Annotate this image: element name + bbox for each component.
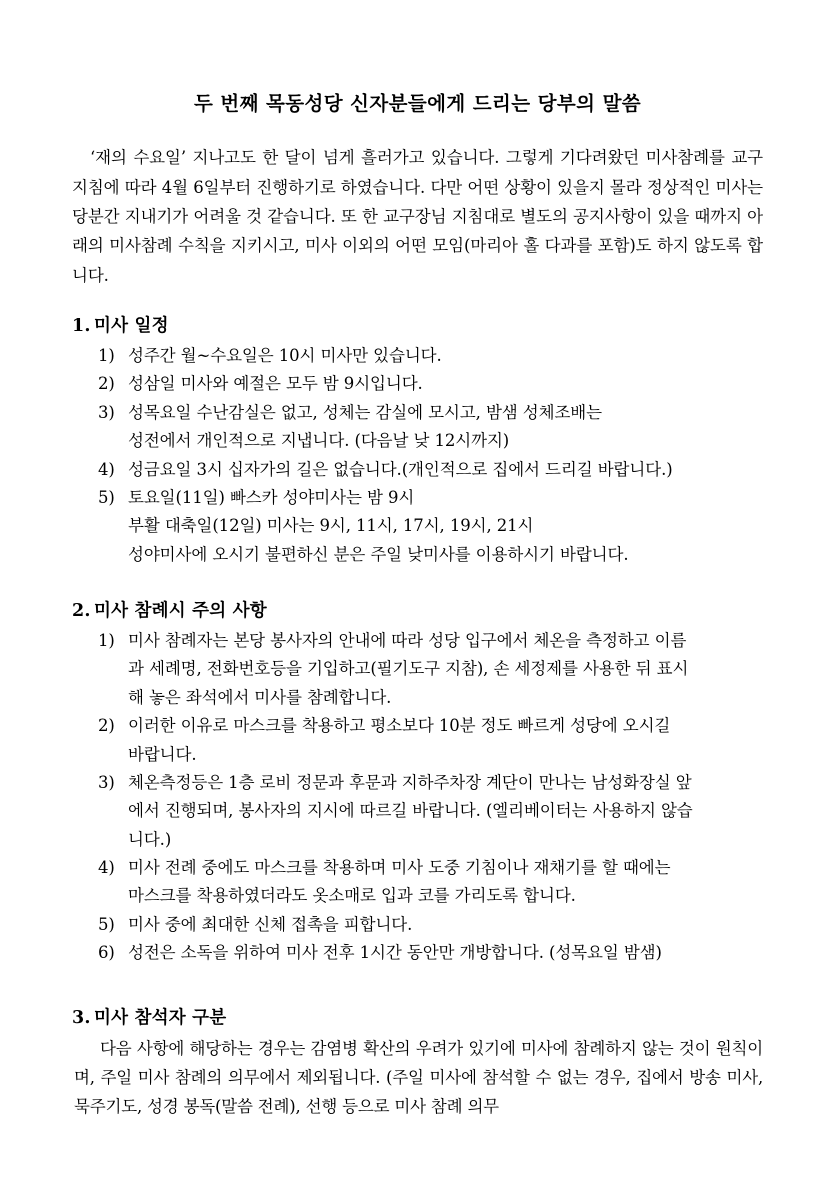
section-title: 미사 참례시 주의 사항 (94, 601, 267, 622)
item-line: 이러한 이유로 마스크를 착용하고 평소보다 10분 정도 빠르게 성당에 오시길 (128, 716, 671, 736)
item-marker: 3) (98, 402, 115, 422)
item-line: 성목요일 수난감실은 없고, 성체는 감실에 모시고, 밤샘 성체조배는 (128, 402, 602, 422)
item-line: 미사 중에 최대한 신체 접촉을 피합니다. (128, 914, 413, 934)
item-marker: 1) (98, 631, 115, 651)
section-body-paragraph: 다음 사항에 해당하는 경우는 감염병 확산의 우려가 있기에 미사에 참례하지 않는 것이 원칙이며, 주일 미사 참례의 의무에서 제외됩니다. (주일 미사에 참석할 수 없는 경우, 집에서 방송 미사, 묵주기도, 성경 봉독(말씀 전례), 선행 등으로 미사 참례 의무 (74, 1038, 763, 1117)
item-marker: 2) (98, 374, 115, 394)
item-line: 성전에서 개인적으로 지냅니다. (다음날 낮 12시까지) (128, 431, 510, 451)
section-item-list (72, 627, 763, 968)
item-line: 에서 진행되며, 봉사자의 지시에 따르길 바랍니다. (엘리베이터는 사용하지 않습 (128, 801, 693, 821)
intro-paragraph: ‘재의 수요일’ 지나고도 한 달이 넘게 흘러가고 있습니다. 그렇게 기다려왔던 미사참례를 교구지침에 따라 4월 6일부터 진행하기로 하였습니다. 다만 어떤 상황이 있을지 몰라 정상적인 미사는 당분간 지내기가 어려울 것 같습니다. 또 한 교구장님 지침대로 별도의 공지사항이 있을 때까지 아래의 미사참례 수칙을 지키시고, 미사 이외의 어떤 모임(마리아 홀 다과를 포함)도 하지 않도록 합니다. (72, 148, 763, 285)
item-marker: 4) (98, 858, 115, 878)
item-line: 마스크를 착용하였더라도 옷소매로 입과 코를 가리도록 합니다. (128, 886, 576, 906)
list-item (72, 370, 763, 398)
item-line: 바랍니다. (128, 744, 197, 764)
section-title: 미사 참석자 구분 (94, 1007, 227, 1028)
list-item (72, 342, 763, 370)
section-heading (72, 312, 763, 340)
list-item (72, 911, 763, 939)
list-item (72, 399, 763, 456)
item-line: 토요일(11일) 빠스카 성야미사는 밤 9시 (128, 487, 415, 507)
item-line: 부활 대축일(12일) 미사는 9시, 11시, 17시, 19시, 21시 (128, 516, 534, 536)
section-heading (72, 1004, 763, 1032)
item-line: 성전은 소독을 위하여 미사 전후 1시간 동안만 개방합니다. (성목요일 밤샘) (128, 943, 662, 963)
item-line: 체온측정등은 1층 로비 정문과 후문과 지하주차장 계단이 만나는 남성화장실 앞 (128, 772, 692, 792)
item-line: 성야미사에 오시기 불편하신 분은 주일 낮미사를 이용하시기 바랍니다. (128, 544, 629, 564)
item-line: 성삼일 미사와 예절은 모두 밤 9시입니다. (128, 374, 423, 394)
item-line: 미사 참례자는 본당 봉사자의 안내에 따라 성당 입구에서 체온을 측정하고 이름 (128, 631, 687, 651)
item-line: 성금요일 3시 십자가의 길은 없습니다.(개인적으로 집에서 드리길 바랍니다.) (128, 459, 673, 479)
page-title: 두 번째 목동성당 신자분들에게 드리는 당부의 말씀 (193, 92, 642, 115)
item-marker: 2) (98, 716, 115, 736)
item-line: 미사 전례 중에도 마스크를 착용하며 미사 도중 기침이나 재채기를 할 때에는 (128, 858, 671, 878)
item-marker: 1) (98, 346, 115, 366)
item-line: 성주간 월~수요일은 10시 미사만 있습니다. (128, 346, 442, 366)
section-mass-precautions (72, 597, 763, 968)
list-item (72, 939, 763, 967)
list-item (72, 769, 763, 854)
list-item (72, 484, 763, 569)
item-line: 과 세례명, 전화번호등을 기입하고(필기도구 지참), 손 세정제를 사용한 뒤 표시 (128, 659, 689, 679)
list-item (72, 712, 763, 769)
section-attendee-classification (72, 1004, 763, 1122)
section-number: 2. (72, 601, 91, 622)
section-number: 3. (72, 1007, 91, 1028)
item-marker: 3) (98, 772, 115, 792)
list-item (72, 854, 763, 911)
list-item (72, 627, 763, 712)
section-mass-schedule (72, 312, 763, 569)
item-marker: 5) (98, 914, 115, 934)
section-title: 미사 일정 (94, 316, 169, 337)
section-heading (72, 597, 763, 625)
item-line: 니다.) (128, 829, 172, 849)
item-line: 해 놓은 좌석에서 미사를 참례합니다. (128, 687, 392, 707)
item-marker: 6) (98, 943, 115, 963)
item-marker: 4) (98, 459, 115, 479)
section-number: 1. (72, 316, 91, 337)
item-marker: 5) (98, 487, 115, 507)
list-item (72, 456, 763, 484)
section-item-list (72, 342, 763, 569)
